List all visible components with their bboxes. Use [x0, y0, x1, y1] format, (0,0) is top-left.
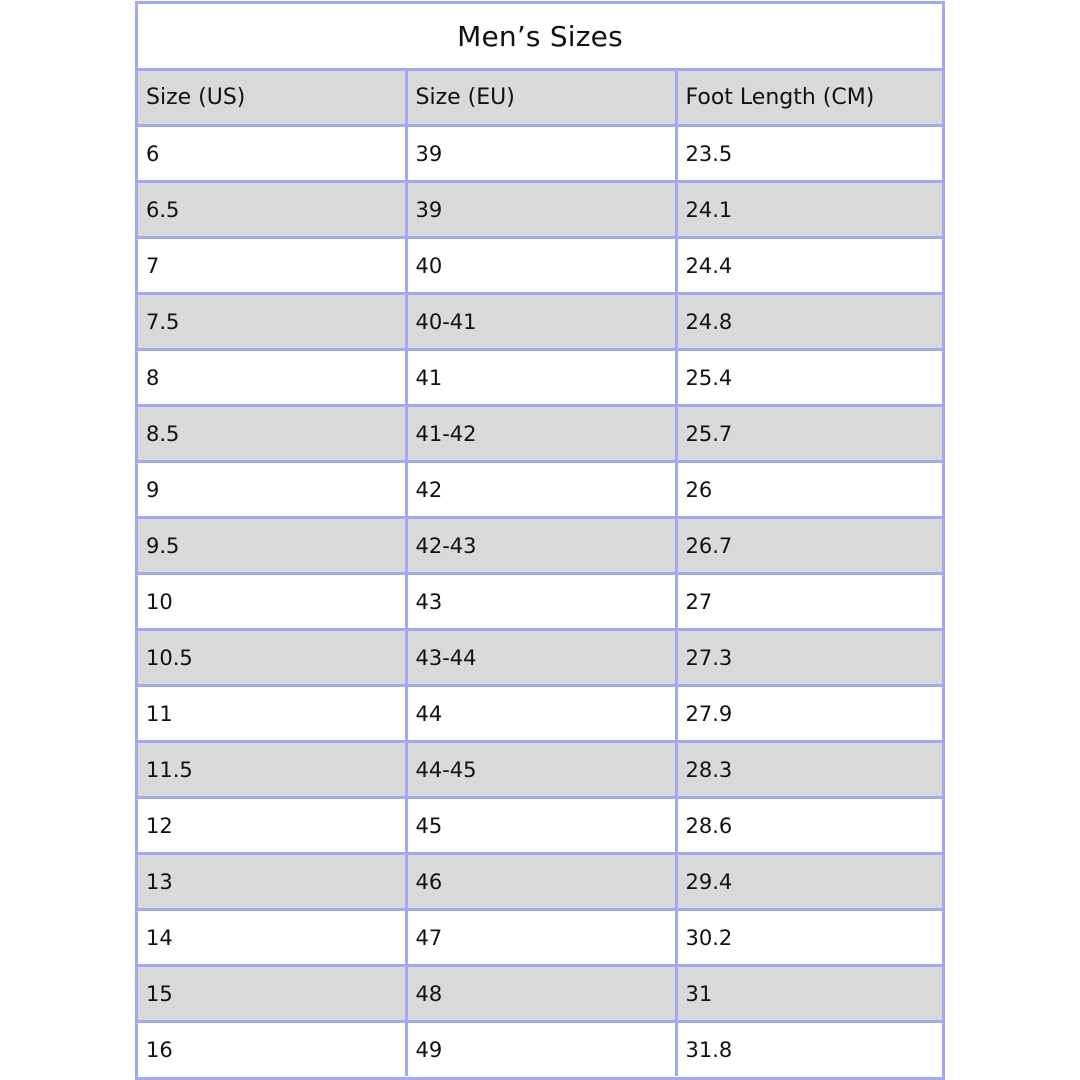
table-row [138, 966, 942, 1022]
foot-length-cell: 26.7 [676, 518, 942, 574]
size-eu-cell: 41-42 [406, 406, 676, 462]
table-row [138, 350, 942, 406]
foot-length-cell: 31 [676, 966, 942, 1022]
size-eu-cell: 46 [406, 854, 676, 910]
table-row [138, 630, 942, 686]
foot-length-cell: 28.6 [676, 798, 942, 854]
size-eu-cell: 39 [406, 126, 676, 182]
size-eu-cell: 43-44 [406, 630, 676, 686]
size-eu-cell: 42-43 [406, 518, 676, 574]
foot-length-cell: 25.7 [676, 406, 942, 462]
foot-length-cell: 24.1 [676, 182, 942, 238]
header-row [138, 71, 942, 126]
size-us-cell: 10 [138, 574, 406, 630]
table-row [138, 294, 942, 350]
size-us-cell: 16 [138, 1022, 406, 1077]
foot-length-cell: 31.8 [676, 1022, 942, 1077]
foot-length-cell: 25.4 [676, 350, 942, 406]
size-us-cell: 11 [138, 686, 406, 742]
size-eu-cell: 41 [406, 350, 676, 406]
size-us-cell: 6 [138, 126, 406, 182]
size-us-cell: 14 [138, 910, 406, 966]
foot-length-cell: 29.4 [676, 854, 942, 910]
table-row [138, 182, 942, 238]
size-us-cell: 13 [138, 854, 406, 910]
foot-length-cell: 27.9 [676, 686, 942, 742]
size-us-cell: 9 [138, 462, 406, 518]
size-chart [135, 1, 945, 1080]
table-row [138, 406, 942, 462]
size-eu-cell: 40-41 [406, 294, 676, 350]
size-eu-cell: 49 [406, 1022, 676, 1077]
size-us-cell: 6.5 [138, 182, 406, 238]
size-eu-cell: 40 [406, 238, 676, 294]
size-us-cell: 8.5 [138, 406, 406, 462]
foot-length-cell: 26 [676, 462, 942, 518]
size-us-cell: 8 [138, 350, 406, 406]
foot-length-cell: 30.2 [676, 910, 942, 966]
chart-title: Men’s Sizes [138, 4, 942, 71]
table-row [138, 1022, 942, 1077]
size-eu-cell: 39 [406, 182, 676, 238]
size-eu-cell: 47 [406, 910, 676, 966]
size-table [138, 71, 942, 1076]
size-eu-cell: 48 [406, 966, 676, 1022]
foot-length-cell: 24.8 [676, 294, 942, 350]
size-us-cell: 9.5 [138, 518, 406, 574]
size-us-cell: 15 [138, 966, 406, 1022]
table-row [138, 462, 942, 518]
size-eu-cell: 42 [406, 462, 676, 518]
size-us-cell: 10.5 [138, 630, 406, 686]
foot-length-cell: 24.4 [676, 238, 942, 294]
foot-length-cell: 27.3 [676, 630, 942, 686]
table-row [138, 798, 942, 854]
size-us-cell: 7 [138, 238, 406, 294]
size-us-cell: 12 [138, 798, 406, 854]
table-row [138, 574, 942, 630]
table-row [138, 742, 942, 798]
size-eu-cell: 43 [406, 574, 676, 630]
column-header-size-eu: Size (EU) [406, 71, 676, 126]
size-us-cell: 11.5 [138, 742, 406, 798]
table-row [138, 910, 942, 966]
foot-length-cell: 23.5 [676, 126, 942, 182]
table-row [138, 686, 942, 742]
table-row [138, 854, 942, 910]
size-eu-cell: 45 [406, 798, 676, 854]
column-header-foot-length: Foot Length (CM) [676, 71, 942, 126]
table-row [138, 518, 942, 574]
foot-length-cell: 27 [676, 574, 942, 630]
foot-length-cell: 28.3 [676, 742, 942, 798]
table-row [138, 126, 942, 182]
size-eu-cell: 44-45 [406, 742, 676, 798]
size-eu-cell: 44 [406, 686, 676, 742]
table-row [138, 238, 942, 294]
size-us-cell: 7.5 [138, 294, 406, 350]
column-header-size-us: Size (US) [138, 71, 406, 126]
